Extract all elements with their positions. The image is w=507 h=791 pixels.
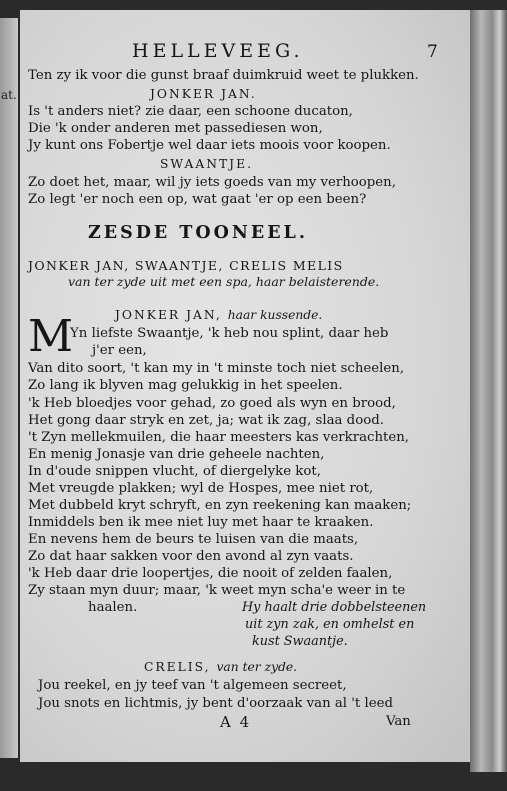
- signature-mark: A 4: [220, 713, 252, 731]
- text-line: Is 't anders niet? zie daar, een schoone ducaton,: [28, 104, 353, 119]
- speaker-name: [144, 659, 297, 675]
- running-head-title: HELLEVEEG.: [132, 40, 304, 62]
- text-line: Zo lang ik blyven mag gelukkig in het speelen.: [28, 378, 343, 393]
- text-line: Zo dat haar sakken voor den avond al zyn vaats.: [28, 549, 354, 564]
- stage-direction: kust Swaantje.: [252, 634, 348, 649]
- text-line: Met dubbeld kryt schryft, en zyn reekening kan maaken;: [28, 498, 412, 513]
- text-line: haalen.: [88, 600, 138, 615]
- text-line: 'k Heb daar drie loopertjes, die nooit of zelden faalen,: [28, 566, 393, 581]
- text-line: Die 'k onder anderen met passediesen won,: [28, 121, 323, 136]
- text-line: Jou snots en lichtmis, jy bent d'oorzaak van al 't leed: [38, 696, 393, 711]
- text-line: Zy staan myn duur; maar, 'k weet myn scha'e weer in te: [28, 583, 406, 598]
- scene-title: ZESDE TOONEEL.: [88, 223, 308, 243]
- cast-direction: van ter zyde uit met een spa, haar belaisterende.: [68, 274, 380, 289]
- text-line: Met vreugde plakken; wyl de Hospes, mee niet rot,: [28, 481, 374, 496]
- text-line: Jou reekel, en jy teef van 't algemeen secreet,: [38, 678, 347, 693]
- speaker-label: JONKER JAN,: [115, 308, 222, 322]
- text-line: 'k Heb bloedjes voor gehad, zo goed als wyn en brood,: [28, 396, 396, 411]
- speaker-name: SWAANTJE.: [160, 157, 253, 171]
- catchword: Van: [386, 714, 411, 729]
- stage-direction: Hy haalt drie dobbelsteenen: [242, 600, 427, 615]
- text-line: Van dito soort, 't kan my in 't minste toch niet scheelen,: [28, 361, 405, 376]
- text-line: En menig Jonasje van drie geheele nachten,: [28, 447, 325, 462]
- text-line: Het gong daar stryk en zet, ja; wat ik zag, slaa dood.: [28, 413, 384, 428]
- text-line: Zo legt 'er noch een op, wat gaat 'er op een been?: [28, 192, 367, 207]
- book-page: [20, 10, 470, 762]
- text-line: j'er een,: [92, 343, 147, 358]
- text-line: Inmiddels ben ik mee niet luy met haar te kraaken.: [28, 515, 374, 530]
- page-number: 7: [427, 42, 438, 62]
- cast-line: JONKER JAN, SWAANTJE, CRELIS MELIS: [28, 258, 344, 273]
- speaker-direction: van ter zyde.: [216, 660, 298, 674]
- speaker-name: JONKER JAN.: [150, 87, 257, 101]
- text-line: Zo doet het, maar, wil jy iets goeds van my verhoopen,: [28, 175, 396, 190]
- text-line: En nevens hem de beurs te luisen van die maats,: [28, 532, 359, 547]
- speaker-name: [115, 307, 322, 323]
- text-line: In d'oude snippen vlucht, of diergelyke kot,: [28, 464, 321, 479]
- left-margin-fragment: at.: [1, 88, 17, 102]
- book-fore-edge: [470, 10, 507, 772]
- speaker-direction: haar kussende.: [227, 308, 323, 322]
- text-line: Yn liefste Swaantje, 'k heb nou splint, daar heb: [70, 326, 389, 341]
- drop-cap: M: [28, 311, 74, 362]
- left-page-edge: [0, 18, 18, 758]
- text-line: Jy kunt ons Fobertje wel daar iets moois voor koopen.: [28, 138, 391, 153]
- text-line: Ten zy ik voor die gunst braaf duimkruid weet te plukken.: [28, 68, 419, 83]
- speaker-label: CRELIS,: [144, 660, 211, 674]
- stage-direction: uit zyn zak, en omhelst en: [245, 617, 415, 632]
- text-line: 't Zyn mellekmuilen, die haar meesters kas verkrachten,: [28, 430, 410, 445]
